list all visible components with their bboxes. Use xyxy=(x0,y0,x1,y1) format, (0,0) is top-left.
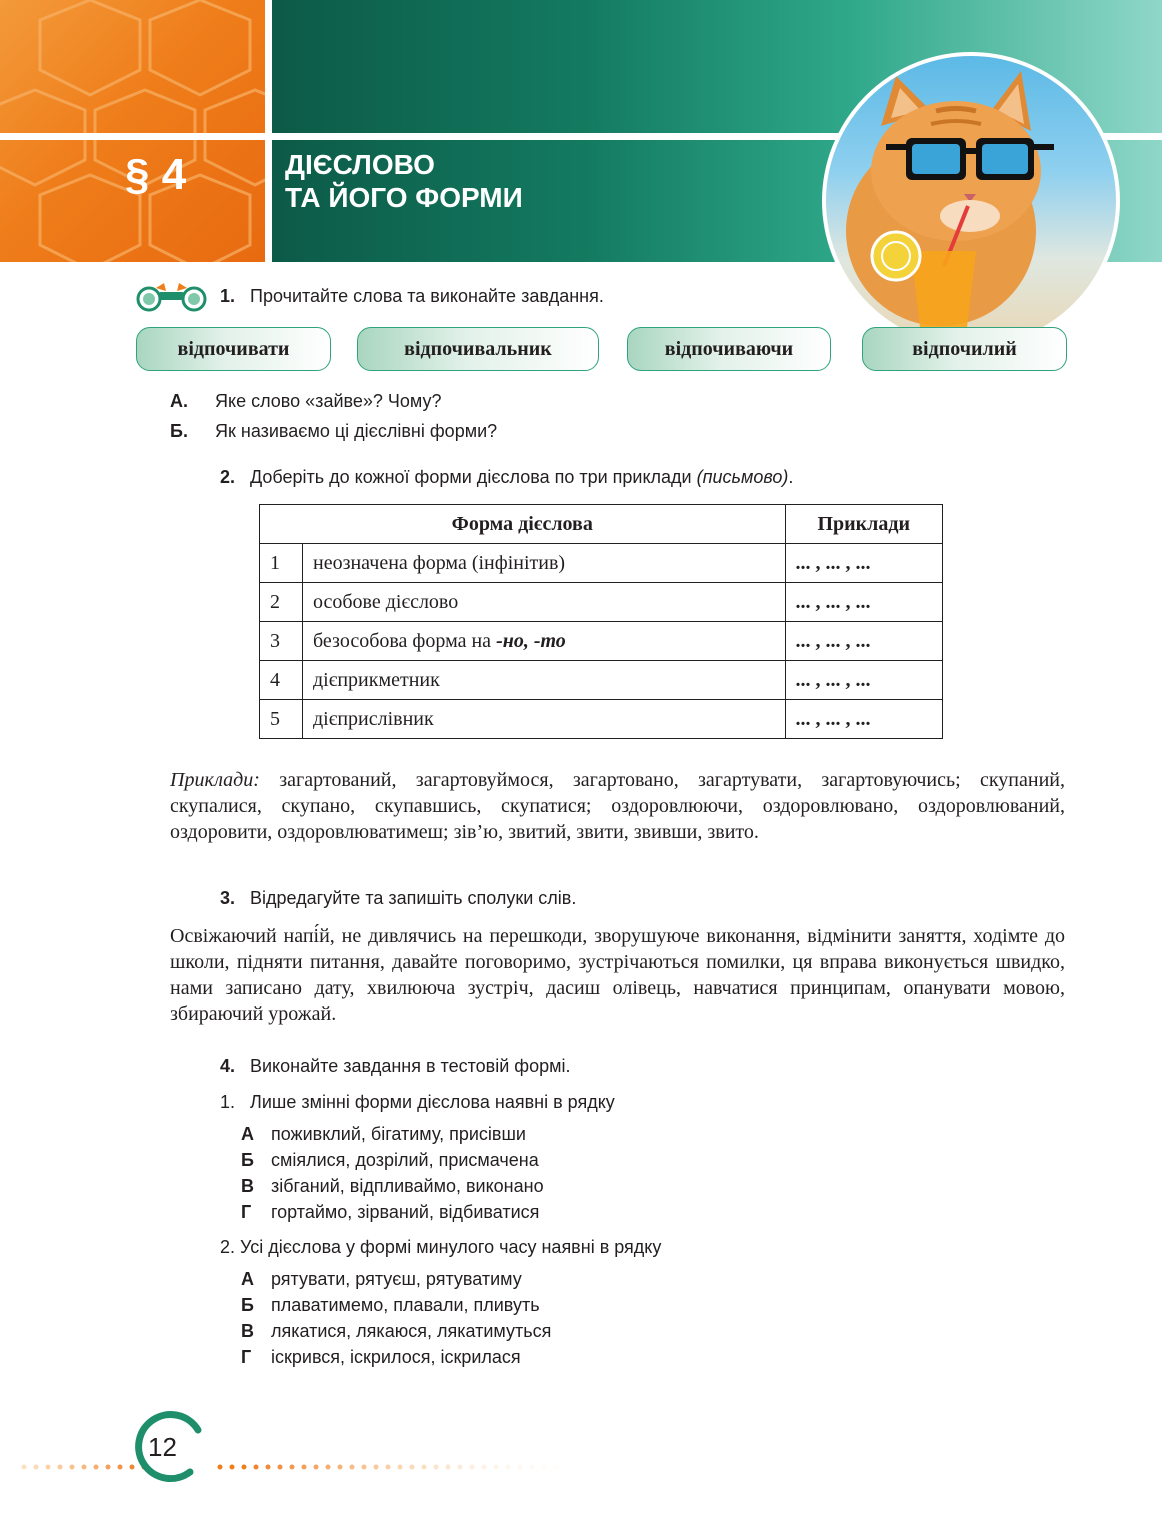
q2-option-text: іскрився, іскрилося, іскрилася xyxy=(271,1347,521,1367)
row-number: 3 xyxy=(260,622,303,661)
table-header-examples: Приклади xyxy=(785,505,943,544)
q2-option-text: лякатися, лякаюся, лякатимуться xyxy=(271,1321,552,1341)
paragraph-number: § 4 xyxy=(125,150,187,199)
row-form xyxy=(303,583,786,622)
table-row xyxy=(260,544,943,583)
table-header-form: Форма дієслова xyxy=(260,505,786,544)
page-title xyxy=(285,148,523,214)
q1-option-text: гортаймо, зірваний, відбиватися xyxy=(271,1202,540,1222)
table-header-row xyxy=(260,505,943,544)
row-form-text: неозначена форма (інфінітив) xyxy=(313,551,566,574)
row-form xyxy=(303,622,786,661)
page-number: 12 xyxy=(148,1432,177,1462)
word-card-1: відпочивати xyxy=(136,327,331,371)
q1-option-letter: Г xyxy=(241,1202,252,1222)
q2-option-letter: Б xyxy=(241,1295,254,1315)
question-a-letter: А. xyxy=(170,391,188,411)
table-row xyxy=(260,583,943,622)
task1-number: 1. xyxy=(220,286,236,306)
row-form-suffix: -но, -то xyxy=(496,629,566,652)
word-card-2: відпочивальник xyxy=(357,327,599,371)
examples-label: Приклади: xyxy=(170,769,260,791)
test-question-2: 2. Усі дієслова у формі минулого часу наявні в рядку xyxy=(220,1237,662,1257)
header-orange-banner xyxy=(0,0,265,262)
task4-number: 4. xyxy=(220,1056,236,1076)
row-examples: ... , ... , ... xyxy=(785,622,943,661)
q1-option-text: поживклий, бігатиму, присівши xyxy=(271,1124,526,1144)
task2-instruction xyxy=(250,467,793,488)
footer-dots-decoration xyxy=(20,1463,590,1471)
task4-instruction: Виконайте завдання в тестовій формі. xyxy=(250,1056,571,1076)
examples-text: загартований, загартовуймося, загартовано, загартувати, загартовуючись; скупаний, скупалися, скупано, скупавшись, скупатися; оздоровлюючи, оздоровлювано, оздоровлюваний, оздоровити, оздоровлюватимеш; зів’ю, звитий, звити, звивши, звито. xyxy=(170,769,1065,843)
task2-instruction-italic: (письмово) xyxy=(696,467,789,487)
question-b-letter: Б. xyxy=(170,421,188,441)
q1-option-text: сміялися, дозрілий, присмачена xyxy=(271,1150,539,1170)
q2-option-text: рятувати, рятуєш, рятуватиму xyxy=(271,1269,522,1289)
q2-option-letter: В xyxy=(241,1321,254,1341)
task3-text: Освіжаючий напі́й, не дивлячись на перешкоди, зворушуюче виконання, відмінити заняття, ходімте до школи, підняти питання, давайте поговоримо, зустрічаються помилки, ця вправа виконується швидко, нами записано дату, хвилююча зустріч, дасиш олівець, навчатися принципам, опанувати мовою, збираючий урожай. xyxy=(170,925,1065,1025)
examples-paragraph xyxy=(170,767,1065,845)
table-row xyxy=(260,661,943,700)
title-line-2: ТА ЙОГО ФОРМИ xyxy=(285,182,523,213)
q2-option-text: плаватимемо, плавали, пливуть xyxy=(271,1295,540,1315)
verb-forms-table xyxy=(259,504,943,739)
q1-option-letter: В xyxy=(241,1176,254,1196)
hexagon-pattern xyxy=(0,0,265,262)
table-row xyxy=(260,622,943,661)
task2-number: 2. xyxy=(220,467,236,487)
cat-sunglasses-illustration xyxy=(822,52,1120,350)
row-number: 5 xyxy=(260,700,303,739)
task3-number: 3. xyxy=(220,888,236,908)
table-row xyxy=(260,700,943,739)
question-a-text: Яке слово «зайве»? Чому? xyxy=(215,391,442,411)
row-number: 1 xyxy=(260,544,303,583)
row-form xyxy=(303,700,786,739)
row-form xyxy=(303,661,786,700)
task2-instruction-end: . xyxy=(788,467,794,487)
row-examples: ... , ... , ... xyxy=(785,661,943,700)
task2-instruction-text: Доберіть до кожної форми дієслова по три приклади xyxy=(250,467,692,487)
q1-option-letter: Б xyxy=(241,1150,254,1170)
header-divider-vertical xyxy=(265,0,272,262)
row-number: 4 xyxy=(260,661,303,700)
row-form xyxy=(303,544,786,583)
q2-option-letter: Г xyxy=(241,1347,252,1367)
row-form-text: дієприкметник xyxy=(313,668,440,691)
question-b-text: Як називаємо ці дієслівні форми? xyxy=(215,421,498,441)
row-number: 2 xyxy=(260,583,303,622)
word-card-3: відпочиваючи xyxy=(627,327,831,371)
title-line-1: ДІЄСЛОВО xyxy=(285,149,435,180)
cat-icon xyxy=(826,56,1116,346)
q1-option-letter: А xyxy=(241,1124,254,1144)
row-examples: ... , ... , ... xyxy=(785,700,943,739)
task1-instruction: Прочитайте слова та виконайте завдання. xyxy=(250,286,604,306)
row-form-text: дієприслівник xyxy=(313,707,434,730)
binoculars-icon xyxy=(134,282,210,312)
row-examples: ... , ... , ... xyxy=(785,544,943,583)
row-form-text: особове дієслово xyxy=(313,590,459,613)
task3-instruction: Відредагуйте та запишіть сполуки слів. xyxy=(250,888,577,908)
row-form-text: безособова форма на xyxy=(313,629,497,652)
q1-option-text: зібганий, відпливаймо, виконано xyxy=(271,1176,544,1196)
test-question-1: 1. Лише змінні форми дієслова наявні в рядку xyxy=(220,1092,615,1112)
q2-option-letter: А xyxy=(241,1269,254,1289)
row-examples: ... , ... , ... xyxy=(785,583,943,622)
word-card-4: відпочилий xyxy=(862,327,1067,371)
